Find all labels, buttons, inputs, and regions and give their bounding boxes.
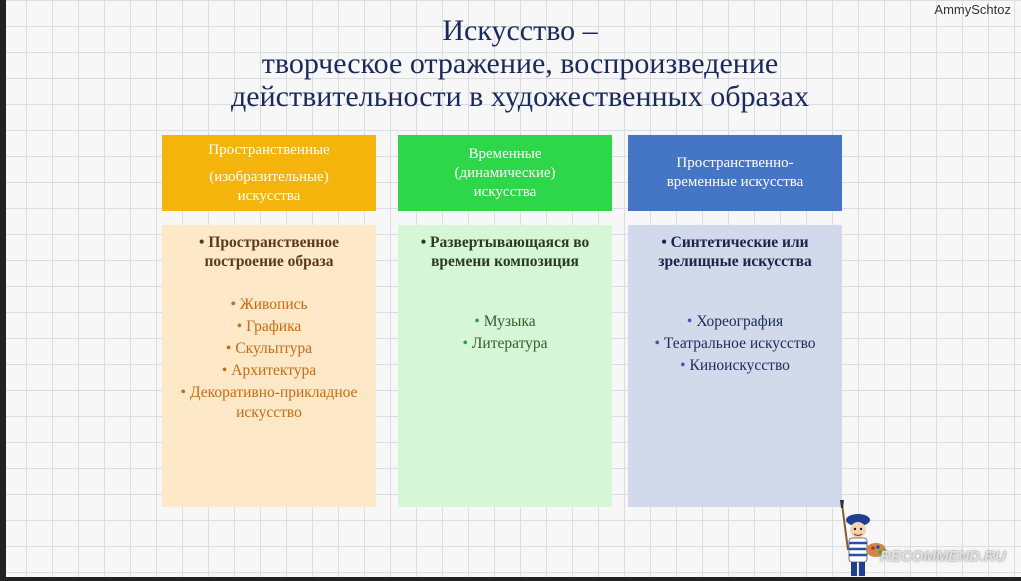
art-list xyxy=(638,312,832,376)
author-watermark: AmmySchtoz xyxy=(934,2,1011,17)
title-line-3: действительности в художественных образах xyxy=(231,80,809,113)
column-lead-text: • Развертывающаяся во времени композиция xyxy=(420,234,590,270)
title-line-2: творческое отражение, воспроизведение xyxy=(261,47,779,80)
list-item: • Музыка xyxy=(474,313,536,330)
header-line: (изобразительные) xyxy=(209,168,329,185)
list-item: • Архитектура xyxy=(221,362,317,379)
title-line-1: Искусство – xyxy=(442,14,598,47)
list-item: • Скульптура xyxy=(225,340,313,357)
recommend-logo: RECOMMEND.RU xyxy=(880,548,1006,565)
header-line: Временные xyxy=(468,145,542,162)
header-line: временные искусства xyxy=(666,174,804,190)
list-item: • Живопись xyxy=(230,296,308,313)
column-header-temporal xyxy=(398,135,612,211)
column-body-temporal xyxy=(398,225,612,507)
column-body-spatiotemporal xyxy=(628,225,842,507)
list-item: • Графика xyxy=(236,318,302,335)
slide-title xyxy=(120,14,920,113)
column-lead-text: • Синтетические или зрелищные искусства xyxy=(658,234,812,270)
column-header-spatiotemporal xyxy=(628,135,842,211)
art-list xyxy=(172,295,366,423)
column-lead-text: • Пространственное построение образа xyxy=(199,234,339,270)
art-list xyxy=(408,312,602,354)
header-line: Пространственные xyxy=(208,141,330,158)
window-frame-left xyxy=(0,0,6,581)
list-item: • Декоративно-прикладное искусство xyxy=(180,384,358,421)
list-item: • Хореография xyxy=(686,313,784,330)
list-item: • Театральное искусство xyxy=(654,335,816,352)
list-item: • Литература xyxy=(462,335,548,352)
column-header-spatial xyxy=(162,135,376,211)
header-line: искусства xyxy=(473,183,537,200)
list-item: • Киноискусство xyxy=(680,357,790,374)
header-line: (динамические) xyxy=(454,164,556,181)
header-line: Пространственно- xyxy=(676,155,794,171)
header-line: искусства xyxy=(237,187,301,204)
artist-mascot-icon xyxy=(832,500,890,578)
column-body-spatial xyxy=(162,225,376,507)
